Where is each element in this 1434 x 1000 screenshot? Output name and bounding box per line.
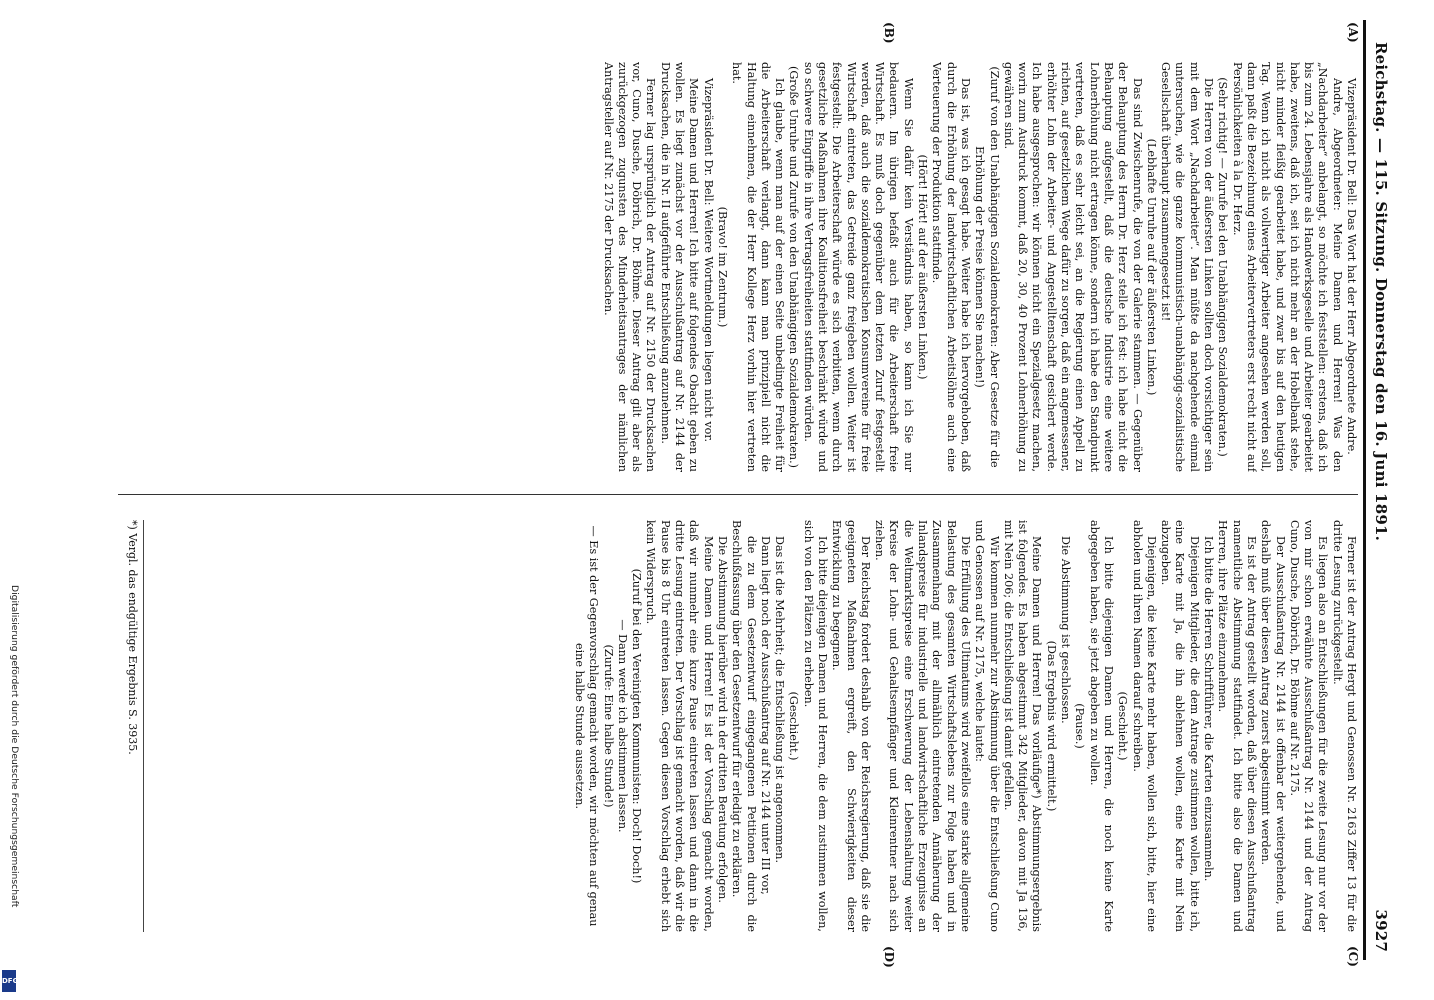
margin-marker-a: (A) bbox=[1346, 22, 1360, 43]
paragraph: Ferner ist der Antrag Hergt und Genossen Nr. 2163 Ziffer 13 für die dritte Lesung zurückgestellt. bbox=[1330, 520, 1358, 932]
column-divider bbox=[118, 494, 1358, 495]
paragraph: — Es ist der Gegenvorschlag gemacht worden, wir möchten auf genau eine halbe Stunde aussetzen. bbox=[572, 525, 601, 927]
dfg-logo-icon: DFG bbox=[2, 970, 16, 992]
paragraph: Ich bitte diejenigen Damen und Herren, die dem zustimmen wollen, sich von den Plätzen zu erheben. bbox=[801, 520, 830, 932]
paragraph: Diejenigen Mitglieder, die dem Antrage zustimmen wollen, bitte ich, eine Karte mit Ja, die ihn ablehnen wollen, eine Karte mit Nein abzugeben. bbox=[1159, 520, 1201, 932]
paragraph: Das ist, was ich gesagt habe. Weiter habe ich hervorgehoben, daß durch die Erhöhung der landwirtschaftlichen Arbeitslöhne auch eine Verteuerung der Produktion stattfinde. bbox=[930, 62, 972, 472]
paragraph: Das sind Zwischenrufe, die von der Galerie stammen. — Gegenüber der Behauptung des Herrn Dr. Herz stelle ich fest: ich habe nicht die Behauptung aufgestellt, daß die deutsche Industrie eine weitere Lohnerhöhung nicht ertragen könne, sondern ich habe den Standpunkt vertreten, daß es sehr leicht sei, an die Regierung einen Appell zu richten, auf gesetzlichem Wege dafür zu sorgen, daß ein angemessener, erhöhter Lohn der Arbeiter- und Angestelltenschaft gesichert werde. Ich habe ausgesprochen: wir können nicht ein Spezialgesetz machen, worin zum Ausdruck kommt, daß 20, 30, 40 Prozent Lohnerhöhung zu gewähren sind. bbox=[1001, 62, 1144, 472]
paragraph: Ich bitte die Herren Schriftführer, die Karten einzusammeln. bbox=[1202, 536, 1216, 882]
paragraph: (Pause.) bbox=[1073, 703, 1087, 749]
paragraph: (Zuruf bei den Vereinigten Kommunisten: Doch! Doch!) bbox=[630, 568, 644, 884]
margin-marker-d: (D) bbox=[882, 946, 896, 968]
header-title: Reichstag. — 115. Sitzung. Donnerstag den 16. Juni 1891. bbox=[1372, 42, 1390, 542]
paragraph: Ich bitte diejenigen Damen und Herren, die noch keine Karte abgegeben haben, sie jetzt abgeben zu wollen. bbox=[1087, 520, 1115, 932]
paragraph: Der Ausschußantrag Nr. 2144 ist offenbar der weitergehende, und deshalb muß über diesen Antrag zuerst abgestimmt werden. bbox=[1259, 520, 1287, 932]
margin-marker-b: (B) bbox=[882, 22, 896, 44]
paragraph: Vizepräsident Dr. Bell: Das Wort hat der Herr Abgeordnete Andre. bbox=[1345, 78, 1358, 455]
digitization-credit bbox=[6, 585, 20, 995]
footnote: *) Vergl. das endgültige Ergebnis S. 3935. bbox=[126, 520, 144, 932]
paragraph: (Zuruf von den Unabhängigen Sozialdemokraten: Aber Gesetze für die Erhöhung der Preise können Sie machen!) bbox=[973, 66, 1001, 468]
paragraph: (Hört! Hört! auf der äußersten Linken.) bbox=[916, 154, 930, 380]
credit-text: Digitalisierung gefördert durch die Deutsche Forschungsgemeinschaft bbox=[9, 585, 20, 908]
paragraph: Diejenigen, die keine Karte mehr haben, wollen sich, bitte, hier eine abholen und ihren Namen darauf schreiben. bbox=[1130, 520, 1158, 932]
paragraph: — Dann werde ich abstimmen lassen. bbox=[615, 619, 629, 833]
paragraph: Meine Damen und Herren! Ich bitte auf folgendes Obacht geben zu wollen. Es liegt zunächst vor der Ausschußantrag auf Nr. 2144 der Drucksachen, die in Nr. II aufgeführte Entschließung anzunehmen. bbox=[658, 62, 701, 472]
paragraph: (Zurufe: Eine halbe Stunde!) bbox=[601, 644, 615, 808]
paragraph: Die Erfüllung des Ultimatums wird zweifellos eine starke allgemeine Belastung des gesamten Wirtschaftslebens zur Folge haben und in Zusammenhang mit der allmählich eintretenden Annäherung der Inlandspreise für industrielle und landwirtschaftliche Erzeugnisse an die Weltmarktspreise eine Erschwerung der Lebenshaltung weiter Kreise der Lohn- und Gehaltsempfänger und Kleinrentner nach sich ziehen. bbox=[873, 520, 972, 932]
paragraph: (Geschieht.) bbox=[787, 691, 801, 761]
text-column-left bbox=[108, 62, 1358, 472]
page-header bbox=[1370, 42, 1390, 952]
paragraph: Meine Damen und Herren! Es ist der Vorschlag gemacht worden, daß wir nunmehr eine kurze Pause eintreten lassen und dann in die dritte Lesung eintreten. Der Vorschlag ist gemacht worden, daß wir die Pause bis 8 Uhr eintreten lassen. Gegen diesen Vorschlag erhebt sich kein Widerspruch. bbox=[644, 520, 715, 932]
paragraph: Die Abstimmung hierüber wird in der dritten Beratung erfolgen. bbox=[715, 536, 729, 903]
paragraph: Dann liegt noch der Ausschußantrag auf Nr. 2144 unter III vor, bbox=[758, 536, 772, 895]
paragraph: (Geschieht.) bbox=[1116, 691, 1130, 761]
paragraph: Andre, Abgeordneter: Meine Damen und Herren! Was den „Nachdarbeiter“ anbelangt, so möchte ich feststellen: erstens, daß ich bis zum 24. Lebensjahre als Handwerksgeselle und Arbeiter gearbeitet habe, zweitens, daß ich, seit ich nicht mehr an der Hobelbank stehe, nicht minder fleißig gearbeitet habe, und zwar bis auf den heutigen Tag. Wenn ich nicht als vollwertiger Arbeiter angesehen werden soll, dann paßt die Bezeichnung eines Arbeitervertreters erst recht nicht auf Persönlichkeiten à la Dr. Herz. bbox=[1230, 62, 1344, 472]
paragraph: Meine Damen und Herren! Das vorläufige*) Abstimmungsergebnis ist folgendes. Es haben abgestimmt 342 Mitglieder, davon mit Ja 136, mit Nein 206; die Entschließung ist damit gefallen. bbox=[1001, 520, 1044, 932]
paragraph: (Sehr richtig! — Zurufe bei den Unabhängigen Sozialdemokraten.) bbox=[1216, 77, 1230, 457]
paragraph: Wir kommen nunmehr zur Abstimmung über die Entschließung Cuno und Genossen auf Nr. 2175, welche lautet: bbox=[973, 520, 1001, 932]
paragraph: (Das Ergebnis wird ermittelt.) bbox=[1044, 640, 1058, 812]
text-column-right bbox=[108, 520, 1358, 932]
paragraph: Das ist die Mehrheit; die Entschließung ist angenommen. bbox=[773, 536, 787, 864]
page-number: 3927 bbox=[1372, 909, 1390, 952]
paragraph: Der Reichstag fordert deshalb von der Reichsregierung, daß sie die geeigneten Maßnahmen ergreift, den Schwierigkeiten dieser Entwicklung zu begegnen. bbox=[830, 520, 872, 932]
paragraph: (Bravo! im Zentrum.) bbox=[715, 206, 729, 328]
paragraph: Ich glaube, wenn man auf der einen Seite unbedingte Freiheit für die Arbeiterschaft verlangt, dann kann man prinzipiell nicht die Haltung einnehmen, die der Herr Kollege Herz vorhin hier vertreten hat. bbox=[730, 62, 787, 472]
paragraph: die zu dem Gesetzentwurf eingegangenen Petitionen durch die Beschlußfassung über den Gesetzentwurf für erledigt zu erklären. bbox=[730, 520, 758, 932]
paragraph: Ferner lag ursprünglich der Antrag auf Nr. 2150 der Drucksachen vor, Cuno, Dusche, Döbrich, Dr. Böhme. Dieser Antrag gilt aber als zurückgezogen zugunsten des Minderheitsantrages der nämlichen Antragsteller auf Nr. 2175 der Drucksachen. bbox=[601, 62, 658, 472]
margin-marker-c: (C) bbox=[1346, 946, 1360, 967]
paragraph: Es liegen also an Entschließungen für die zweite Lesung nur vor der von mir schon erwähnte Ausschußantrag Nr. 2144 und der Antrag Cuno, Dusche, Döbrich, Dr. Böhme auf Nr. 2175. bbox=[1287, 520, 1330, 932]
paragraph: (Große Unruhe und Zurufe von den Unabhängigen Sozialdemokraten.) bbox=[787, 65, 801, 469]
paragraph: Die Herren von der äußersten Linken sollten doch vorsichtiger sein mit dem Wort „Nachdarbeiter“. Man müßte da nachgehende einmal untersuchen, wie die ganze kommunistisch-unabhängig-sozialistische Gesellschaft überhaupt zusammengesetzt ist! bbox=[1159, 62, 1216, 472]
paragraph: Die Abstimmung ist geschlossen. bbox=[1059, 536, 1073, 724]
header-rule bbox=[1363, 20, 1366, 960]
paragraph: (Lebhafte Unruhe auf der äußersten Linken.) bbox=[1144, 138, 1158, 396]
paragraph: Es ist der Antrag gestellt worden, daß über diesen Ausschußantrag namentliche Abstimmung stattfindet. Ich bitte also die Damen und Herren, ihre Plätze einzunehmen. bbox=[1216, 520, 1258, 932]
paragraph: Vizepräsident Dr. Bell: Weitere Wortmeldungen liegen nicht vor. bbox=[701, 78, 715, 443]
paragraph: Wenn Sie dafür kein Verständnis haben, so kann ich Sie nur bedauern. Im übrigen befaßt auch für die Arbeiterschaft freie Wirtschaft. Es muß doch gegenüber dem letzten Zuruf festgestellt werden, daß auch die sozialdemokratischen Konsumvereine für freie Wirtschaft eintreten, das Getreide ganz freigeben wollen. Weiter ist festgestellt: Die Arbeiterschaft würde es sich verbitten, wenn durch gesetzliche Maßnahmen ihre Koalitionsfreiheit beschränkt würde und so schwere Eingriffe in ihre Vertragsfreiheiten stattfinden würden. bbox=[801, 62, 915, 472]
